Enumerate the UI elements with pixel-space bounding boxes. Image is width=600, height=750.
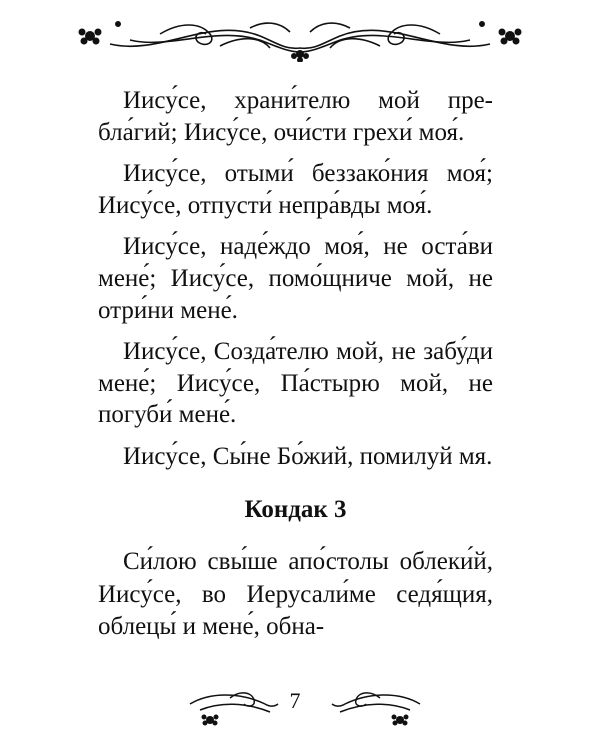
paragraph-1: Иису́се, храни́телю мой пребла́гий; Иису́се, очи́сти грехи́ моя́. <box>98 87 493 146</box>
paragraph-4: Иису́се, Созда́телю мой, не забу́ди мене́; Иису́се, Па́стырю мой, не погуби́ мене́. <box>98 338 493 429</box>
paragraph-3: Иису́се, наде́ждо моя́, не оста́ви мене́; Иису́се, помо́щниче мой, не отри́ни мене́. <box>98 233 493 324</box>
paragraph-5: Иису́се, Сы́не Бо́жий, помилуй мя. <box>123 442 493 470</box>
paragraph-2: Иису́се, отыми́ беззако́ния моя́; Иису́се, отпусти́ непра́вды моя́. <box>98 160 493 219</box>
kontakion-paragraph: Си́лою свы́ше апо́столы облеки́й, Иису́се, во Иерусали́ме седя́щия, облецы́ и мене́, обна- <box>98 548 493 640</box>
top-ornament <box>70 6 530 62</box>
page-number: 7 <box>289 688 301 713</box>
kontakion-text-block <box>98 546 493 644</box>
prayer-text <box>98 85 493 473</box>
kontakion-heading: Кондак 3 <box>244 496 347 523</box>
